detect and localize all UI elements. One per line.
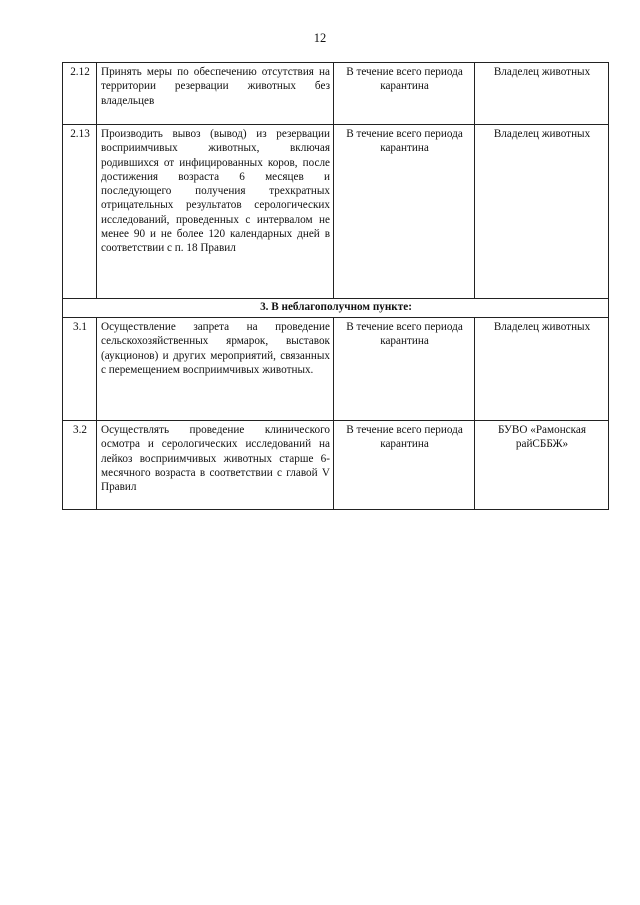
measure-description: Принять меры по обеспечению отсутствия на территории резервации животных без владельцев	[97, 63, 334, 125]
measure-responsible: Владелец животных	[475, 318, 609, 421]
item-number: 3.2	[63, 421, 97, 510]
measure-term: В течение всего периода карантина	[334, 63, 475, 125]
table-row	[63, 421, 609, 510]
measure-term: В течение всего периода карантина	[334, 318, 475, 421]
page-number: 12	[313, 31, 327, 45]
measure-description: Производить вывоз (вывод) из резервации восприимчивых животных, включая родившихся от инфицированных коров, после достижения возраста 6 месяцев и последующего получения трехкратных отрицательных результатов серологических исследований, проведенных с интервалом не менее 90 и не более 120 календарных дней в соответствии с п. 18 Правил	[97, 125, 334, 299]
item-number: 3.1	[63, 318, 97, 421]
measure-responsible: Владелец животных	[475, 125, 609, 299]
measure-term: В течение всего периода карантина	[334, 125, 475, 299]
item-number: 2.13	[63, 125, 97, 299]
table-row	[63, 63, 609, 125]
measure-term: В течение всего периода карантина	[334, 421, 475, 510]
measure-description: Осуществлять проведение клинического осмотра и серологических исследований на лейкоз восприимчивых животных старше 6-месячного возраста в соответствии с главой V Правил	[97, 421, 334, 510]
table-row	[63, 125, 609, 299]
item-number: 2.12	[63, 63, 97, 125]
section-heading: 3. В неблагополучном пункте:	[63, 299, 609, 318]
table-row	[63, 318, 609, 421]
section-row	[63, 299, 609, 318]
measure-responsible: Владелец животных	[475, 63, 609, 125]
quarantine-measures-table	[62, 62, 609, 510]
measure-description: Осуществление запрета на проведение сельскохозяйственных ярмарок, выставок (аукционов) и других мероприятий, связанных с перемещением восприимчивых животных.	[97, 318, 334, 421]
measure-responsible: БУВО «Рамонская райСББЖ»	[475, 421, 609, 510]
